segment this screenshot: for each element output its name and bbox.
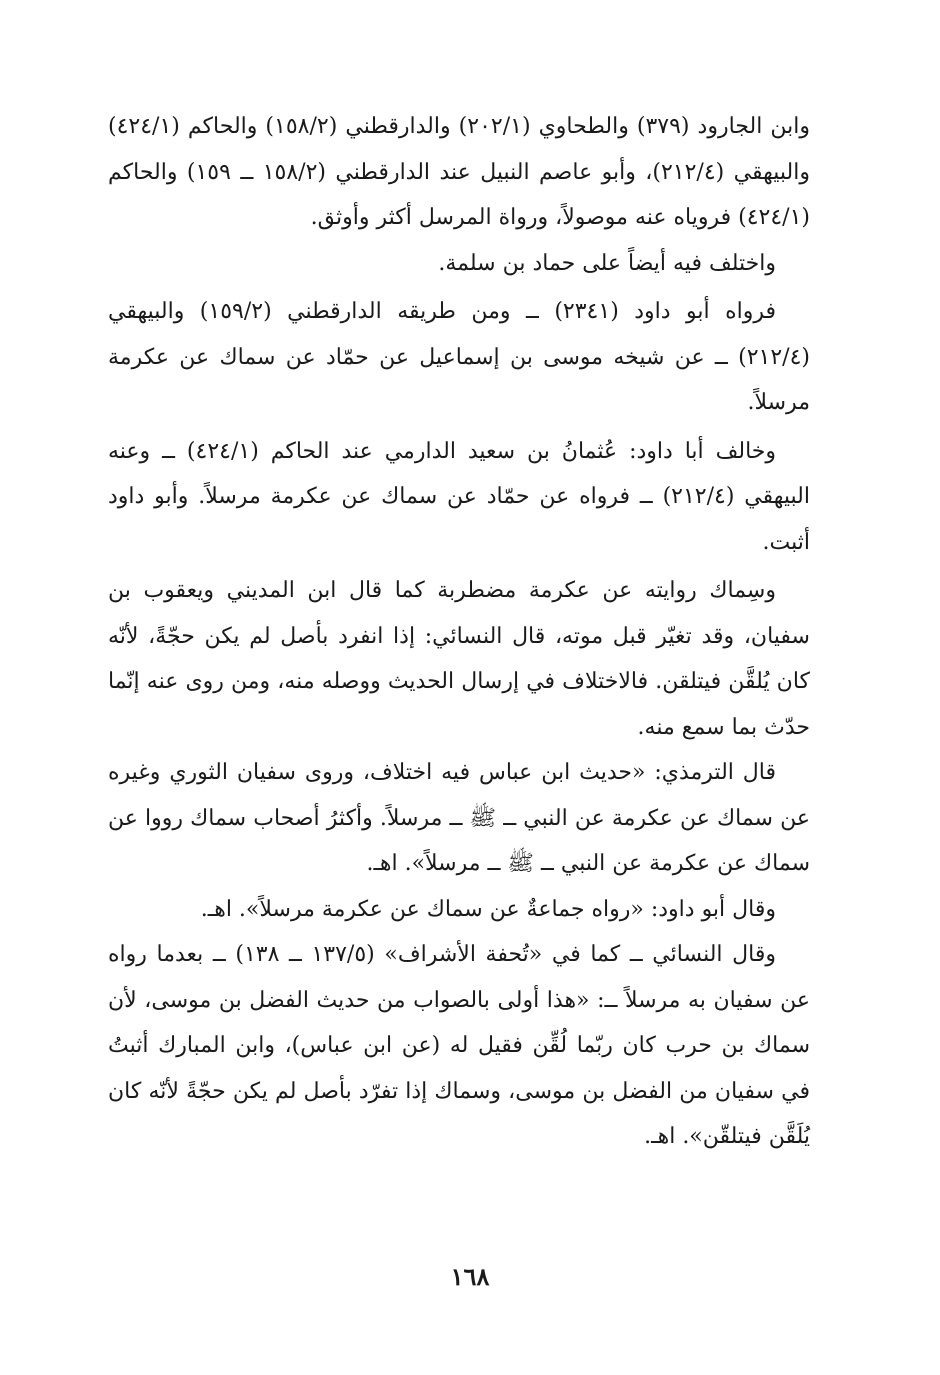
paragraph-7: وقال أبو داود: «رواه جماعةٌ عن سماك عن عكرمة مرسلاً». اهـ. — [200, 896, 776, 922]
paragraph-6: قال الترمذي: «حديث ابن عباس فيه اختلاف، وروى سفيان الثوري وغيره عن سماك عن عكرمة عن النبي ــ ﷺ ــ مرسلاً. وأكثرُ أصحاب سماك رووا عن سماك عن عكرمة عن النبي ــ ﷺ ــ مرسلاً». اهـ. — [108, 760, 810, 876]
paragraph-8: وقال النسائي ــ كما في «تُحفة الأشراف» (١٣٧/٥ ــ ١٣٨) ــ بعدما رواه عن سفيان به مرسلاً ــ: «هذا أولى بالصواب من حديث الفضل بن موسى، لأن سماك بن حرب كان ربّما لُقِّن فقيل له (عن ابن عباس)، وابن المبارك أثبتُ في سفيان من الفضل بن موسى، وسماك إذا تفرّد بأصل لم يكن حجّةً لأنّه كان يُلَقَّن فيتلقّن». اهـ. — [108, 942, 810, 1149]
paragraph-1: وابن الجارود (٣٧٩) والطحاوي (٢٠٢/١) والدارقطني (١٥٨/٢) والحاكم (٤٢٤/١) والبيهقي (٢١٢/٤)، وأبو عاصم النبيل عند الدارقطني (١٥٨/٢ ــ ١٥٩) والحاكم (٤٢٤/١) فروياه عنه موصولاً، ورواة المرسل أكثر وأوثق. — [108, 114, 810, 230]
paragraph-5: وسِماك روايته عن عكرمة مضطربة كما قال ابن المديني ويعقوب بن سفيان، وقد تغيّر قبل موته، قال النسائي: إذا انفرد بأصل لم يكن حجّةً، لأنّه كان يُلقَّن فيتلقن. فالاختلاف في إرسال الحديث ووصله منه، ومن روى عنه إنّما حدّث بما سمع منه. — [108, 578, 810, 740]
page-text — [108, 104, 810, 1160]
paragraph-2: واختلف فيه أيضاً على حماد بن سلمة. — [438, 250, 776, 276]
paragraph-4: وخالف أبا داود: عُثمانُ بن سعيد الدارمي عند الحاكم (٤٢٤/١) ــ وعنه البيهقي (٢١٢/٤) ــ فرواه عن حمّاد عن سماك عن عكرمة مرسلاً. وأبو داود أثبت. — [108, 438, 810, 555]
paragraph-3: فرواه أبو داود (٢٣٤١) ــ ومن طريقه الدارقطني (١٥٩/٢) والبيهقي (٢١٢/٤) ــ عن شيخه موسى بن إسماعيل عن حمّاد عن سماك عن عكرمة مرسلاً. — [108, 299, 810, 415]
page-number: ١٦٨ — [450, 1262, 490, 1291]
